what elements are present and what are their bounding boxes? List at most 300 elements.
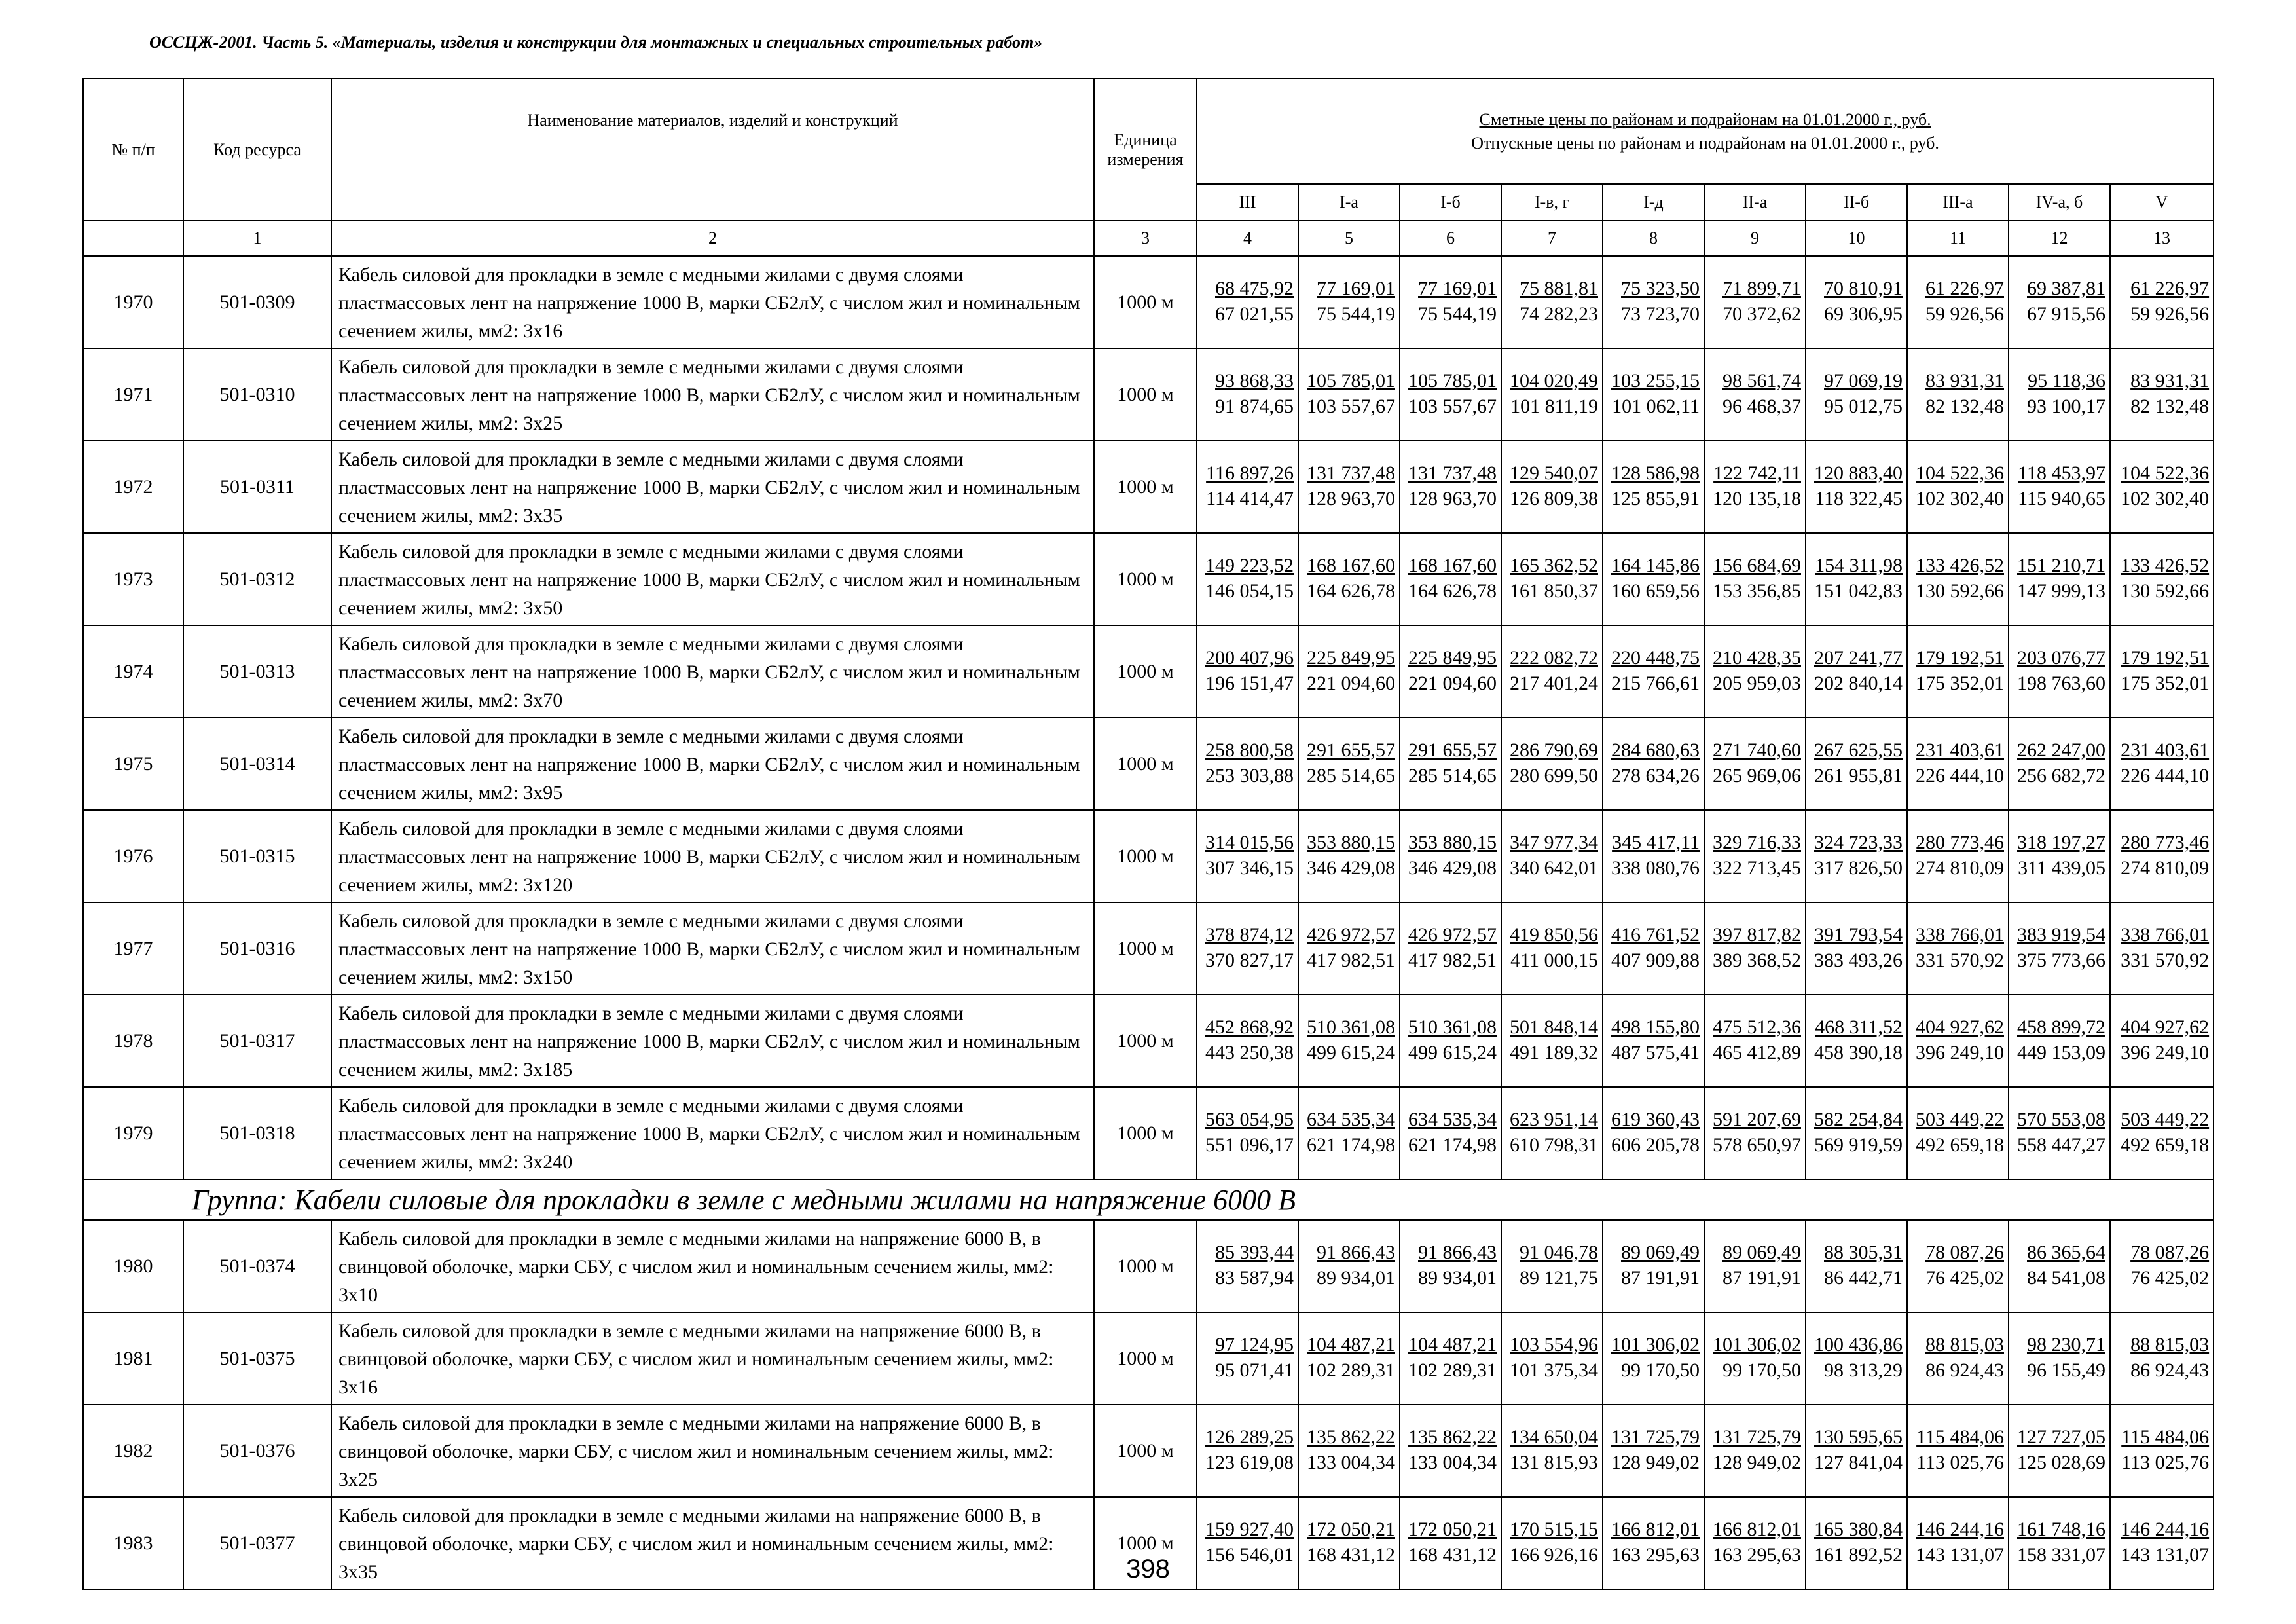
unit-of-measure: 1000 м [1094,256,1197,348]
release-price: 161 892,52 [1814,1543,1903,1566]
release-price: 331 570,92 [1916,949,2004,971]
release-price: 86 442,71 [1824,1266,1903,1289]
price-cell [1806,533,1907,625]
release-price: 102 289,31 [1408,1359,1497,1381]
estimate-price: 146 244,16 [2121,1518,2210,1540]
release-price: 285 514,65 [1408,764,1497,786]
table-row [83,1312,2214,1405]
row-number: 1970 [83,256,183,348]
estimate-price: 225 849,95 [1408,646,1497,669]
price-cell [1400,810,1501,902]
estimate-price: 231 403,61 [2121,739,2210,761]
district-header: III-а [1907,184,2009,221]
estimate-price: 83 931,31 [2130,369,2210,392]
price-cell [2009,1312,2110,1405]
estimate-price: 207 241,77 [1814,646,1903,669]
release-price: 131 815,93 [1510,1451,1598,1473]
price-cell [1400,625,1501,718]
estimate-price: 135 862,22 [1408,1426,1497,1448]
release-price: 89 934,01 [1418,1266,1497,1289]
column-number: 3 [1094,221,1197,256]
estimate-price: 122 742,11 [1713,462,1801,484]
estimate-price: 159 927,40 [1205,1518,1294,1540]
header-col-unit: Единица измерения [1094,79,1197,221]
release-price: 70 372,62 [1722,303,1801,325]
price-cell [1603,256,1704,348]
estimate-price: 61 226,97 [2130,277,2210,299]
release-price: 84 541,08 [2027,1266,2105,1289]
table-row [83,810,2214,902]
release-price: 101 375,34 [1510,1359,1598,1381]
release-price: 75 544,19 [1317,303,1395,325]
price-cell [2110,1312,2214,1405]
district-header: II-а [1704,184,1806,221]
release-price: 128 963,70 [1408,487,1497,509]
price-cell [1197,441,1298,533]
estimate-price: 634 535,34 [1408,1108,1497,1130]
estimate-price: 85 393,44 [1215,1241,1294,1263]
price-cell [1501,1405,1603,1497]
estimate-price: 115 484,06 [2121,1426,2210,1448]
estimate-price: 458 899,72 [2017,1016,2105,1038]
estimate-price: 383 919,54 [2017,923,2105,946]
column-number-empty [83,221,183,256]
resource-code: 501-0376 [183,1405,331,1497]
estimate-price: 131 737,48 [1408,462,1497,484]
resource-code: 501-0310 [183,348,331,441]
price-cell [1400,1087,1501,1179]
release-price: 91 874,65 [1215,395,1294,417]
release-price: 205 959,03 [1713,672,1801,694]
release-price: 76 425,02 [2130,1266,2210,1289]
header-col-code: Код ресурса [183,79,331,221]
material-name: Кабель силовой для прокладки в земле с медными жилами с двумя слоями пластмассовых лент на напряжение 1000 В, марки СБ2лУ, с числом жил и номинальным сечением жилы, мм2: 3х185 [331,995,1094,1087]
release-price: 143 131,07 [2121,1543,2210,1566]
estimate-price: 291 655,57 [1408,739,1497,761]
release-price: 82 132,48 [1925,395,2004,417]
unit-of-measure: 1000 м [1094,995,1197,1087]
release-price: 253 303,88 [1205,764,1294,786]
price-cell [1907,1405,2009,1497]
estimate-price: 75 323,50 [1621,277,1700,299]
price-cell [2009,256,2110,348]
price-cell [1501,1312,1603,1405]
estimate-price: 498 155,80 [1611,1016,1700,1038]
row-number: 1983 [83,1497,183,1589]
price-cell [1603,718,1704,810]
price-cell [1907,1220,2009,1312]
price-cell [1603,441,1704,533]
price-cell [2110,810,2214,902]
price-cell [2110,1220,2214,1312]
column-number: 5 [1298,221,1400,256]
estimate-price: 71 899,71 [1722,277,1801,299]
column-number: 10 [1806,221,1907,256]
estimate-price: 161 748,16 [2017,1518,2105,1540]
release-price: 103 557,67 [1307,395,1395,417]
unit-of-measure: 1000 м [1094,625,1197,718]
release-price: 338 080,76 [1611,857,1700,879]
table-row [83,441,2214,533]
release-price: 69 306,95 [1824,303,1903,325]
price-cell [1907,441,2009,533]
estimate-price: 75 881,81 [1520,277,1598,299]
column-number: 7 [1501,221,1603,256]
row-number: 1975 [83,718,183,810]
material-name: Кабель силовой для прокладки в земле с медными жилами с двумя слоями пластмассовых лент на напряжение 1000 В, марки СБ2лУ, с числом жил и номинальным сечением жилы, мм2: 3х50 [331,533,1094,625]
price-cell [1806,995,1907,1087]
price-cell [2009,1220,2110,1312]
estimate-price: 286 790,69 [1510,739,1598,761]
release-price: 285 514,65 [1307,764,1395,786]
release-price: 96 155,49 [2027,1359,2105,1381]
resource-code: 501-0374 [183,1220,331,1312]
table-row [83,1405,2214,1497]
district-header: V [2110,184,2214,221]
resource-code: 501-0309 [183,256,331,348]
price-cell [1704,625,1806,718]
release-price: 86 924,43 [2130,1359,2210,1381]
price-cell [1806,810,1907,902]
column-number: 11 [1907,221,2009,256]
estimate-price: 284 680,63 [1611,739,1700,761]
table-body [83,256,2214,1589]
price-cell [2009,810,2110,902]
table-row [83,1087,2214,1179]
release-price: 74 282,23 [1520,303,1598,325]
release-price: 331 570,92 [2121,949,2210,971]
release-price: 311 439,05 [2018,857,2105,879]
release-price: 127 841,04 [1814,1451,1903,1473]
price-cell [2110,1087,2214,1179]
price-cell [1298,1405,1400,1497]
price-cell [1806,256,1907,348]
estimate-price: 258 800,58 [1205,739,1294,761]
price-cell [1704,1312,1806,1405]
price-cell [1704,1087,1806,1179]
price-cell [2009,348,2110,441]
estimate-price: 89 069,49 [1722,1241,1801,1263]
release-price: 389 368,52 [1713,949,1801,971]
unit-of-measure: 1000 м [1094,1405,1197,1497]
estimate-price: 89 069,49 [1621,1241,1700,1263]
header-prices-estimate: Сметные цены по районам и подрайонам на 01.01.2000 г., руб. [1479,109,1931,129]
estimate-price: 426 972,57 [1307,923,1395,946]
price-cell [1298,256,1400,348]
district-header: I-в, г [1501,184,1603,221]
price-cell [1704,902,1806,995]
estimate-price: 503 449,22 [2121,1108,2210,1130]
price-cell [1298,902,1400,995]
release-price: 274 810,09 [1916,857,2004,879]
price-cell [1400,902,1501,995]
estimate-price: 77 169,01 [1418,277,1497,299]
estimate-price: 619 360,43 [1611,1108,1700,1130]
release-price: 102 302,40 [1916,487,2004,509]
material-name: Кабель силовой для прокладки в земле с медными жилами с двумя слоями пластмассовых лент на напряжение 1000 В, марки СБ2лУ, с числом жил и номинальным сечением жилы, мм2: 3х120 [331,810,1094,902]
estimate-price: 503 449,22 [1916,1108,2004,1130]
row-number: 1972 [83,441,183,533]
price-cell [2009,1087,2110,1179]
estimate-price: 210 428,35 [1713,646,1801,669]
estimate-price: 280 773,46 [1916,831,2004,853]
release-price: 75 544,19 [1418,303,1497,325]
price-cell [2110,348,2214,441]
estimate-price: 416 761,52 [1611,923,1700,946]
price-cell [2009,718,2110,810]
estimate-price: 118 453,97 [2018,462,2105,484]
header-col-num: № п/п [83,79,183,221]
estimate-price: 404 927,62 [2121,1016,2210,1038]
estimate-price: 168 167,60 [1408,554,1497,576]
column-number: 1 [183,221,331,256]
price-cell [1907,256,2009,348]
release-price: 147 999,13 [2017,580,2105,602]
release-price: 578 650,97 [1713,1134,1801,1156]
price-cell [1400,441,1501,533]
price-cell [1806,441,1907,533]
row-number: 1973 [83,533,183,625]
price-cell [1704,348,1806,441]
release-price: 101 062,11 [1612,395,1700,417]
material-name: Кабель силовой для прокладки в земле с медными жилами на напряжение 6000 В, в свинцовой оболочке, марки СБУ, с числом жил и номинальным сечением жилы, мм2: 3х16 [331,1312,1094,1405]
column-number: 8 [1603,221,1704,256]
row-number: 1974 [83,625,183,718]
release-price: 499 615,24 [1307,1041,1395,1063]
release-price: 128 949,02 [1713,1451,1801,1473]
unit-of-measure: 1000 м [1094,1312,1197,1405]
price-cell [2110,625,2214,718]
price-cell [2110,1405,2214,1497]
estimate-price: 88 815,03 [2130,1333,2210,1356]
price-cell [1603,1087,1704,1179]
estimate-price: 378 874,12 [1205,923,1294,946]
price-cell [1907,625,2009,718]
estimate-price: 78 087,26 [1925,1241,2004,1263]
header-col-name: Наименование материалов, изделий и конструкций [331,79,1094,221]
estimate-price: 165 362,52 [1510,554,1598,576]
estimate-price: 77 169,01 [1317,277,1395,299]
estimate-price: 570 553,08 [2017,1108,2105,1130]
release-price: 217 401,24 [1510,672,1598,694]
price-cell [1501,256,1603,348]
estimate-price: 222 082,72 [1510,646,1598,669]
release-price: 125 855,91 [1611,487,1700,509]
estimate-price: 127 727,05 [2017,1426,2105,1448]
release-price: 59 926,56 [2130,303,2210,325]
district-header: II-б [1806,184,1907,221]
unit-of-measure: 1000 м [1094,902,1197,995]
release-price: 175 352,01 [2121,672,2210,694]
release-price: 569 919,59 [1814,1134,1903,1156]
release-price: 492 659,18 [1916,1134,2004,1156]
estimate-price: 104 487,21 [1408,1333,1497,1356]
price-cell [1806,1087,1907,1179]
unit-of-measure: 1000 м [1094,441,1197,533]
price-cell [1704,718,1806,810]
estimate-price: 131 737,48 [1307,462,1395,484]
price-cell [2110,995,2214,1087]
price-cell [1806,1312,1907,1405]
release-price: 164 626,78 [1307,580,1395,602]
price-cell [2009,902,2110,995]
district-header: I-д [1603,184,1704,221]
release-price: 307 346,15 [1205,857,1294,879]
release-price: 280 699,50 [1510,764,1598,786]
estimate-price: 164 145,86 [1611,554,1700,576]
material-name: Кабель силовой для прокладки в земле с медными жилами с двумя слоями пластмассовых лент на напряжение 1000 В, марки СБ2лУ, с числом жил и номинальным сечением жилы, мм2: 3х25 [331,348,1094,441]
release-price: 221 094,60 [1408,672,1497,694]
price-cell [2110,902,2214,995]
price-cell [1400,348,1501,441]
price-cell [1704,256,1806,348]
estimate-price: 115 484,06 [1916,1426,2004,1448]
release-price: 221 094,60 [1307,672,1395,694]
estimate-price: 103 255,15 [1611,369,1700,392]
release-price: 610 798,31 [1510,1134,1598,1156]
estimate-price: 69 387,81 [2027,277,2105,299]
release-price: 125 028,69 [2017,1451,2105,1473]
release-price: 123 619,08 [1205,1451,1294,1473]
release-price: 83 587,94 [1215,1266,1294,1289]
resource-code: 501-0316 [183,902,331,995]
estimate-price: 86 365,64 [2027,1241,2105,1263]
release-price: 87 191,91 [1621,1266,1700,1289]
material-name: Кабель силовой для прокладки в земле с медными жилами на напряжение 6000 В, в свинцовой оболочке, марки СБУ, с числом жил и номинальным сечением жилы, мм2: 3х35 [331,1497,1094,1589]
price-cell [1197,533,1298,625]
estimate-price: 104 020,49 [1510,369,1598,392]
release-price: 102 289,31 [1307,1359,1395,1381]
price-cell [1197,810,1298,902]
release-price: 166 926,16 [1510,1543,1598,1566]
release-price: 130 592,66 [1916,580,2004,602]
resource-code: 501-0318 [183,1087,331,1179]
estimate-price: 353 880,15 [1307,831,1395,853]
price-cell [1501,810,1603,902]
release-price: 163 295,63 [1611,1543,1700,1566]
estimate-price: 203 076,77 [2017,646,2105,669]
column-number: 13 [2110,221,2214,256]
release-price: 202 840,14 [1814,672,1903,694]
estimate-price: 324 723,33 [1814,831,1903,853]
estimate-price: 501 848,14 [1510,1016,1598,1038]
table-row [83,533,2214,625]
price-cell [1704,1220,1806,1312]
table-row [83,256,2214,348]
row-number: 1981 [83,1312,183,1405]
price-cell [2009,625,2110,718]
release-price: 99 170,50 [1621,1359,1700,1381]
unit-of-measure: 1000 м [1094,348,1197,441]
estimate-price: 338 766,01 [1916,923,2004,946]
estimate-price: 179 192,51 [1916,646,2004,669]
price-cell [1501,348,1603,441]
estimate-price: 95 118,36 [2028,369,2105,392]
release-price: 226 444,10 [1916,764,2004,786]
price-cell [1400,1220,1501,1312]
release-price: 153 356,85 [1713,580,1801,602]
estimate-price: 61 226,97 [1925,277,2004,299]
material-name: Кабель силовой для прокладки в земле с медными жилами с двумя слоями пластмассовых лент на напряжение 1000 В, марки СБ2лУ, с числом жил и номинальным сечением жилы, мм2: 3х240 [331,1087,1094,1179]
estimate-price: 165 380,84 [1814,1518,1903,1540]
release-price: 411 000,15 [1510,949,1598,971]
price-cell [2110,441,2214,533]
release-price: 340 642,01 [1510,857,1598,879]
price-cell [1298,348,1400,441]
column-number: 4 [1197,221,1298,256]
release-price: 67 021,55 [1215,303,1294,325]
group-title: Группа: Кабели силовые для прокладки в земле с медными жилами на напряжение 6000 В [83,1179,2214,1220]
price-cell [1501,1087,1603,1179]
estimate-price: 419 850,56 [1510,923,1598,946]
estimate-price: 267 625,55 [1814,739,1903,761]
row-number: 1982 [83,1405,183,1497]
estimate-price: 166 812,01 [1611,1518,1700,1540]
estimate-price: 329 716,33 [1713,831,1801,853]
price-cell [1197,625,1298,718]
estimate-price: 231 403,61 [1916,739,2004,761]
price-cell [1603,902,1704,995]
resource-code: 501-0312 [183,533,331,625]
release-price: 95 071,41 [1215,1359,1294,1381]
release-price: 128 949,02 [1611,1451,1700,1473]
release-price: 621 174,98 [1408,1134,1497,1156]
release-price: 417 982,51 [1408,949,1497,971]
material-name: Кабель силовой для прокладки в земле с медными жилами с двумя слоями пластмассовых лент на напряжение 1000 В, марки СБ2лУ, с числом жил и номинальным сечением жилы, мм2: 3х35 [331,441,1094,533]
table-row [83,995,2214,1087]
price-cell [1704,533,1806,625]
release-price: 160 659,56 [1611,580,1700,602]
price-cell [1603,810,1704,902]
price-cell [2009,1405,2110,1497]
estimate-price: 179 192,51 [2121,646,2210,669]
price-cell [1806,348,1907,441]
resource-code: 501-0317 [183,995,331,1087]
estimate-price: 131 725,79 [1713,1426,1801,1448]
estimate-price: 103 554,96 [1510,1333,1598,1356]
price-cell [1298,1087,1400,1179]
estimate-price: 105 785,01 [1408,369,1497,392]
table-row [83,1220,2214,1312]
estimate-price: 146 244,16 [1916,1518,2004,1540]
estimate-price: 104 487,21 [1307,1333,1395,1356]
release-price: 118 322,45 [1815,487,1903,509]
price-cell [1806,902,1907,995]
estimate-price: 623 951,14 [1510,1108,1598,1130]
district-header: I-б [1400,184,1501,221]
price-cell [1704,1405,1806,1497]
material-name: Кабель силовой для прокладки в земле с медными жилами с двумя слоями пластмассовых лент на напряжение 1000 В, марки СБ2лУ, с числом жил и номинальным сечением жилы, мм2: 3х16 [331,256,1094,348]
estimate-price: 314 015,56 [1205,831,1294,853]
estimate-price: 156 684,69 [1713,554,1801,576]
release-price: 156 546,01 [1205,1543,1294,1566]
estimate-price: 170 515,15 [1510,1518,1598,1540]
table-row [83,902,2214,995]
estimate-price: 510 361,08 [1307,1016,1395,1038]
estimate-price: 101 306,02 [1713,1333,1801,1356]
release-price: 102 302,40 [2121,487,2210,509]
release-price: 164 626,78 [1408,580,1497,602]
price-cell [2110,256,2214,348]
release-price: 143 131,07 [1916,1543,2004,1566]
release-price: 73 723,70 [1621,303,1700,325]
release-price: 86 924,43 [1925,1359,2004,1381]
release-price: 95 012,75 [1824,395,1903,417]
unit-of-measure: 1000 м [1094,810,1197,902]
estimate-price: 78 087,26 [2130,1241,2210,1263]
release-price: 215 766,61 [1611,672,1700,694]
material-name: Кабель силовой для прокладки в земле с медными жилами с двумя слоями пластмассовых лент на напряжение 1000 В, марки СБ2лУ, с числом жил и номинальным сечением жилы, мм2: 3х150 [331,902,1094,995]
